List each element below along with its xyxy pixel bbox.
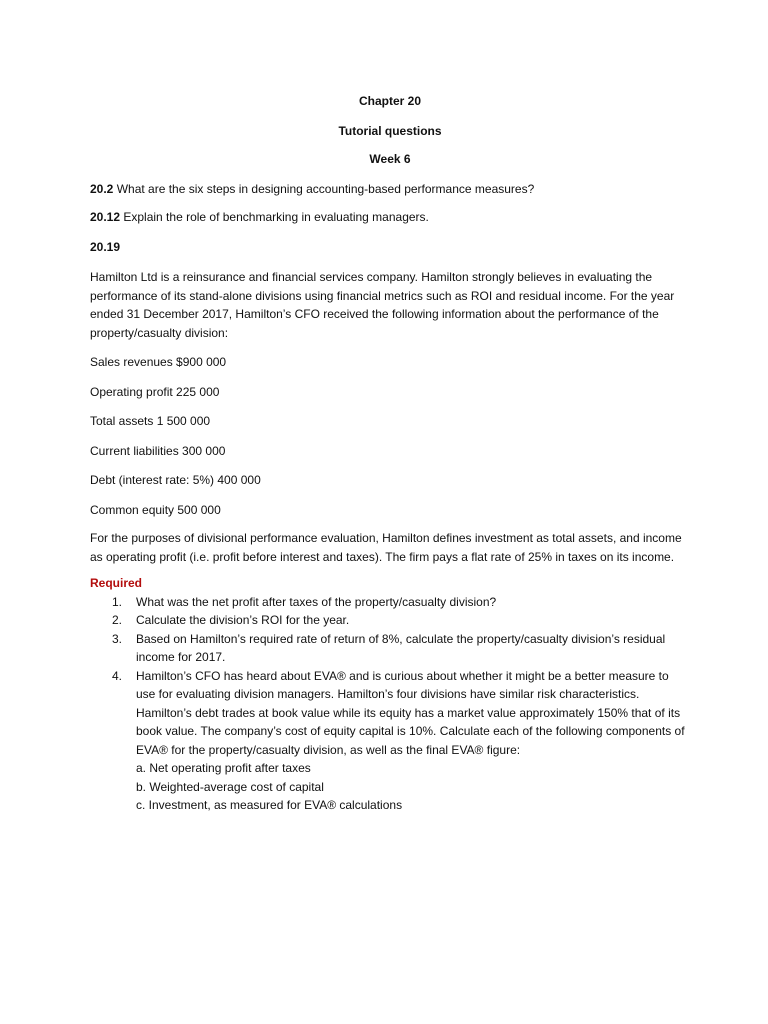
question-20-12 xyxy=(90,208,690,227)
question-text: Explain the role of benchmarking in evaluating managers. xyxy=(120,210,429,224)
question-number: 20.2 xyxy=(90,181,114,196)
list-item-text: What was the net profit after taxes of the property/casualty division? xyxy=(136,594,497,609)
list-marker: 2. xyxy=(112,613,123,627)
list-marker: 3. xyxy=(112,631,123,646)
subitem-wacc: b. Weighted-average cost of capital xyxy=(136,779,324,794)
week-label: Week 6 xyxy=(369,152,411,166)
list-marker: 4. xyxy=(112,668,123,683)
question-20-2 xyxy=(90,180,690,199)
list-item xyxy=(90,667,690,815)
subitem-investment: c. Investment, as measured for EVA® calculations xyxy=(136,798,403,812)
list-item xyxy=(90,630,690,667)
subitem-nopat: a. Net operating profit after taxes xyxy=(136,761,311,775)
data-line-debt: Debt (interest rate: 5%) 400 000 xyxy=(90,473,261,487)
data-line-operating-profit: Operating profit 225 000 xyxy=(90,384,220,399)
list-item-text: Calculate the division’s ROI for the year. xyxy=(136,613,350,627)
question-text: What are the six steps in designing accounting-based performance measures? xyxy=(113,181,535,196)
required-heading: Required xyxy=(90,576,143,590)
list-item xyxy=(90,593,690,612)
list-marker: 1. xyxy=(112,594,123,609)
question-number: 20.12 xyxy=(90,210,121,224)
problem-number: 20.19 xyxy=(90,239,121,254)
list-item xyxy=(90,611,690,630)
data-line-current-liabilities: Current liabilities 300 000 xyxy=(90,443,226,458)
required-list xyxy=(90,593,690,815)
chapter-title: Chapter 20 xyxy=(358,94,422,108)
list-item-text: Hamilton’s CFO has heard about EVA® and is curious about whether it might be a better measure to use for evaluating division managers. Hamilton’s four divisions have similar risk characteristics. Hamilton’s debt trades at book value while its equity has a market value approximately 150% that of its book value. The company’s cost of equity capital is 10%. Calculate each of the following components of EVA® for the property/casualty division, as well as the final EVA® figure: xyxy=(136,668,685,757)
data-line-total-assets: Total assets 1 500 000 xyxy=(90,414,211,428)
document-page xyxy=(90,92,690,815)
data-line-common-equity: Common equity 500 000 xyxy=(90,502,221,517)
list-item-text: Based on Hamilton’s required rate of return of 8%, calculate the property/casualty division’s residual income for 2017. xyxy=(136,631,666,664)
data-line-sales: Sales revenues $900 000 xyxy=(90,355,227,369)
tutorial-subtitle: Tutorial questions xyxy=(338,123,442,138)
problem-intro: Hamilton Ltd is a reinsurance and financial services company. Hamilton strongly believes in evaluating the performance of its stand-alone divisions using financial metrics such as ROI and residual income. For the year ended 31 December 2017, Hamilton’s CFO received the following information about the performance of the property/casualty division: xyxy=(90,270,675,340)
problem-closing: For the purposes of divisional performance evaluation, Hamilton defines investment as total assets, and income as operating profit (i.e. profit before interest and taxes). The firm pays a flat rate of 25% in taxes on its income. xyxy=(90,531,682,564)
